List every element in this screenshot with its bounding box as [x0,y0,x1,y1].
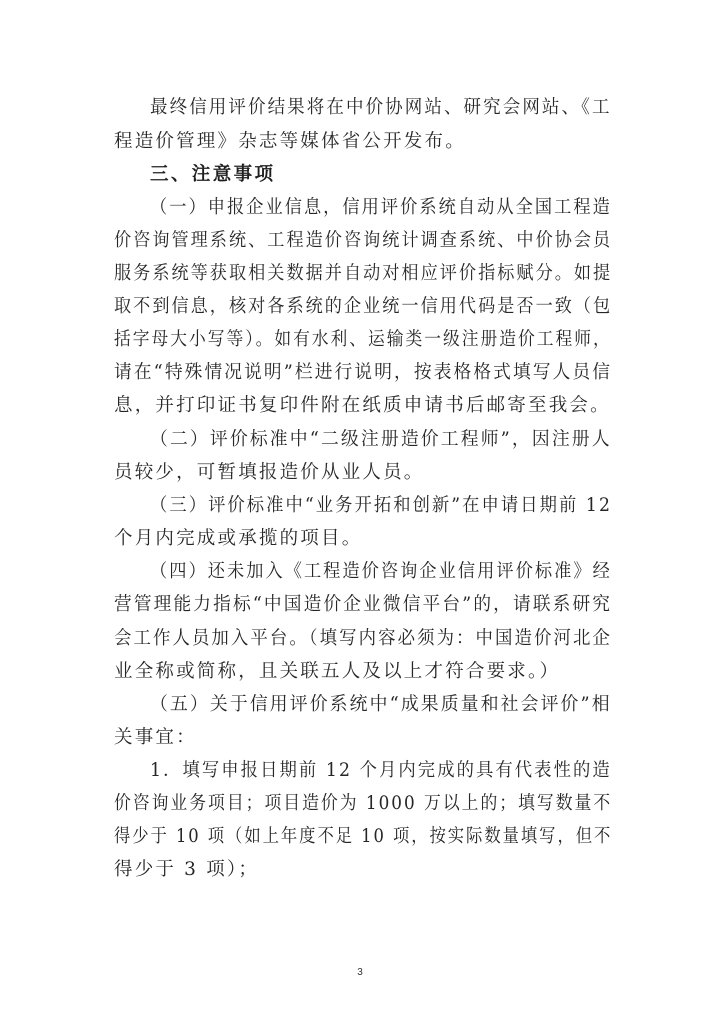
paragraph-line: （二）评价标准中“二级注册造价工程师”，因注册人 [150,429,612,450]
paragraph-line: 营管理能力指标“中国造价企业微信平台”的，请联系研究 [114,594,613,615]
paragraph-line: 1．填写申报日期前 12 个月内完成的具有代表性的造 [150,760,612,781]
paragraph-line: （一）申报企业信息，信用评价系统自动从全国工程造 [150,197,612,218]
paragraph-line: （五）关于信用评价系统中“成果质量和社会评价”相 [150,694,612,715]
paragraph-line: 最终信用评价结果将在中价协网站、研究会网站、《工 [150,97,612,118]
paragraph-line: 价咨询管理系统、工程造价咨询统计调查系统、中价协会员 [114,230,613,251]
paragraph-line: 括字母大小写等）。如有水利、运输类一级注册造价工程师， [114,329,612,350]
paragraph-line: 得少于 10 项（如上年度不足 10 项，按实际数量填写，但不 [114,826,613,847]
paragraph-line: 个月内完成或承揽的项目。 [114,528,363,549]
page-number: 3 [357,967,363,978]
paragraph-line: 息，并打印证书复印件附在纸质申请书后邮寄至我会。 [114,395,611,416]
paragraph-line: 程造价管理》杂志等媒体省公开发布。 [114,131,466,152]
paragraph-line: 服务系统等获取相关数据并自动对相应评价指标赋分。如提 [114,263,613,284]
paragraph-line: 员较少，可暂填报造价从业人员。 [114,462,425,483]
paragraph-line: 得少于 3 项）； [114,859,260,880]
paragraph-line: 请在“特殊情况说明”栏进行说明，按表格格式填写人员信 [114,362,613,383]
paragraph-line: 业全称或简称，且关联五人及以上才符合要求。） [114,661,561,682]
section-heading: 三、注意事项 [150,164,276,185]
paragraph-line: （四）还未加入《工程造价咨询企业信用评价标准》经 [150,561,612,582]
paragraph-line: 价咨询业务项目；项目造价为 1000 万以上的；填写数量不 [114,793,613,814]
paragraph-line: 会工作人员加入平台。（填写内容必须为：中国造价河北企 [114,628,612,649]
paragraph-line: 取不到信息，核对各系统的企业统一信用代码是否一致（包 [114,296,613,317]
paragraph-line: 关事宜： [114,727,197,748]
paragraph-line: （三）评价标准中“业务开拓和创新”在申请日期前 12 [150,495,613,516]
